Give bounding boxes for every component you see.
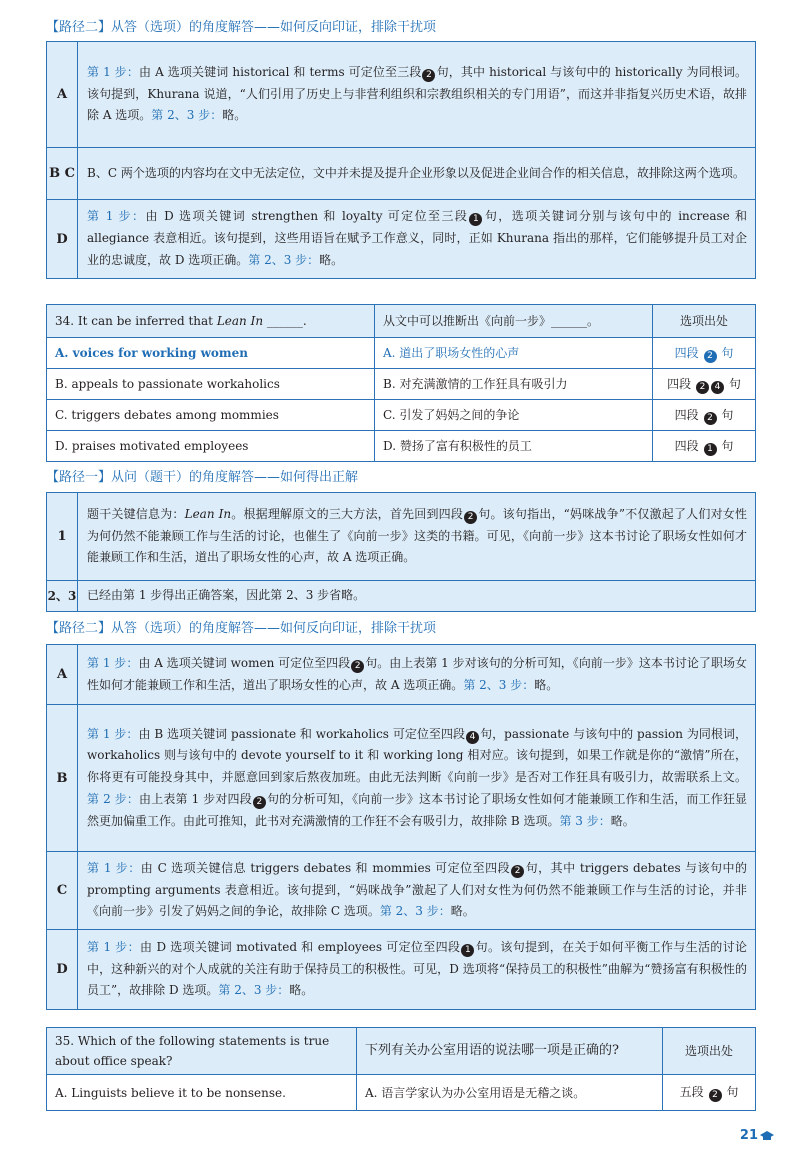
row-text: [78, 645, 756, 705]
row-label: C: [47, 852, 78, 930]
text: 句的分析可知，《向前一步》这本书讨论了职场女性如何才能兼顾工作和生活，而工作狂显然更加偏重工作。由此可推知，此书对充满激情的工作狂不会有吸引力，故排除 B 选项。: [87, 791, 748, 828]
text: 句: [721, 345, 734, 360]
circled-number: 2: [704, 350, 717, 363]
row-label: 1: [47, 493, 78, 581]
text: 略。: [222, 108, 247, 123]
step-label: 第 3 步：: [559, 813, 611, 828]
option-location: [653, 338, 756, 369]
page-number: 21: [739, 1128, 758, 1143]
row-text: [78, 493, 756, 581]
text: 句。由上表第 1 步对该句的分析可知，《向前一步》这本书讨论了职场女性如何才能兼顾工作和生活，道出了职场女性的心声，故 A 选项正确。: [87, 655, 747, 692]
analysis-table-q34-stem: [46, 492, 756, 612]
option-location: [663, 1075, 756, 1111]
row-text: [78, 705, 756, 852]
table-row: [47, 369, 756, 400]
option-en: D. praises motivated employees: [47, 431, 375, 462]
step-label: 第 2、3 步：: [218, 983, 290, 998]
table-row: [47, 493, 756, 581]
option-en: A. Linguists believe it to be nonsense.: [47, 1075, 357, 1111]
circled-number: 2: [704, 412, 717, 425]
section-title-route1: 【路径一】从问（题干）的角度解答——如何得出正解: [46, 470, 359, 485]
stem-en: 35. Which of the following statements is true about office speak?: [47, 1028, 357, 1075]
option-location: [653, 400, 756, 431]
text: 句。该句提到，在关于如何平衡工作与生活的讨论中，这种新兴的对个人成就的关注有助于保持员工的积极性。可见，D 选项将“保持员工的积极性”曲解为“赞扬富有积极性的员工”，故排除 D 选项。: [87, 939, 747, 998]
option-location: [653, 431, 756, 462]
text: 句，其中 triggers debates 与该句中的 prompting arguments 表意相近。该句提到，“妈咪战争”激起了人们对女性为何仍然不能兼顾工作与生活的讨论，并非《向前一步》引发了妈妈之间的争论，故排除 C 选项。: [87, 860, 748, 919]
question-34-table: [46, 304, 756, 462]
option-en: B. appeals to passionate workaholics: [47, 369, 375, 400]
row-text: B、C 两个选项的内容均在文中无法定位，文中并未提及提升企业形象以及促进企业间合作的相关信息，故排除这两个选项。: [78, 148, 756, 200]
text: 句，其中 historical 与该句中的 historically 为同根词。该句提到，Khurana 说道，“人们引用了历史上与非营利组织和宗教组织相关的专门用语”，而这并非指复兴历史术语，故排除 A 选项。: [87, 64, 748, 123]
text: 略。: [319, 252, 344, 267]
step-label: 第 1 步：: [87, 64, 139, 79]
table-row: [47, 1075, 756, 1111]
text: 由 A 选项关键词 historical 和 terms 可定位至三段: [138, 64, 422, 79]
option-en: C. triggers debates among mommies: [47, 400, 375, 431]
location-header: 选项出处: [653, 305, 756, 338]
text: 五段: [679, 1085, 704, 1099]
text: 由 C 选项关键信息 triggers debates 和 mommies 可定位至四段: [140, 860, 511, 875]
text: Lean In: [184, 506, 232, 521]
text: ______.: [263, 314, 307, 328]
row-label: D: [47, 200, 78, 279]
analysis-table-q34-options: [46, 644, 756, 1010]
row-text: 已经由第 1 步得出正确答案，因此第 2、3 步省略。: [78, 581, 756, 612]
circled-number: 2: [464, 511, 477, 524]
option-cn: B. 对充满激情的工作狂具有吸引力: [375, 369, 653, 400]
text: 句: [721, 438, 734, 453]
text: 句，选项关键词分别与该句中的 increase 和 allegiance 表意相近。该句提到，这些用语旨在赋予工作意义，同时，正如 Khurana 指出的那样，它们能够提升员工对企业的忠诚度，故 D 选项正确。: [87, 209, 748, 267]
table-row: [47, 930, 756, 1010]
text: 由 B 选项关键词 passionate 和 workaholics 可定位至四段: [138, 726, 466, 741]
step-label: 第 2、3 步：: [379, 904, 451, 919]
text: 句。该句指出，“妈咪战争”不仅激起了人们对女性为何仍然不能兼顾工作与生活的讨论，也催生了《向前一步》这类的书籍。可见，《向前一步》这本书讨论了职场女性如何才能兼顾工作和生活，道出了职场女性的心声，故 A 选项正确。: [87, 506, 747, 565]
table-row: [47, 705, 756, 852]
step-label: 第 1 步：: [87, 939, 141, 954]
section-title-route2: 【路径二】从答（选项）的角度解答——如何反向印证，排除干扰项: [46, 20, 437, 35]
section-title-route2: 【路径二】从答（选项）的角度解答——如何反向印证，排除干扰项: [46, 621, 437, 636]
circled-number: 2: [422, 69, 435, 82]
option-cn: C. 引发了妈妈之间的争论: [375, 400, 653, 431]
text: 四段: [667, 376, 692, 391]
text: 略。: [289, 983, 314, 998]
text: 略。: [450, 904, 475, 919]
row-label: 2、3: [47, 581, 78, 612]
step-label: 第 1 步：: [87, 655, 139, 670]
row-text: [78, 42, 756, 148]
circled-number: 1: [469, 213, 482, 226]
circled-number: 1: [704, 443, 717, 456]
option-en: A. voices for working women: [47, 338, 375, 369]
circled-number: 2: [696, 381, 709, 394]
text: 由 D 选项关键词 strengthen 和 loyalty 可定位至三段: [145, 209, 469, 224]
text: 由 A 选项关键词 women 可定位至四段: [138, 655, 351, 670]
text: 句: [726, 1085, 739, 1099]
circled-number: 1: [461, 944, 474, 957]
text: 略。: [534, 677, 559, 692]
circled-number: 2: [709, 1089, 722, 1102]
option-cn: D. 赞扬了富有积极性的员工: [375, 431, 653, 462]
text: 34. It can be inferred that: [55, 314, 217, 328]
row-label: A: [47, 645, 78, 705]
option-cn: A. 道出了职场女性的心声: [375, 338, 653, 369]
table-row: [47, 852, 756, 930]
table-row: [47, 431, 756, 462]
text: 由上表第 1 步对四段: [139, 791, 252, 806]
row-label: B C: [47, 148, 78, 200]
table-row: [47, 338, 756, 369]
question-35-table: [46, 1027, 756, 1111]
circled-number: 2: [511, 865, 524, 878]
text: 题干关键信息为：: [87, 506, 185, 521]
row-label: D: [47, 930, 78, 1010]
location-header: 选项出处: [663, 1028, 756, 1075]
table-header-row: [47, 305, 756, 338]
row-label: A: [47, 42, 78, 148]
text: 句: [721, 407, 734, 422]
text: 四段: [674, 345, 699, 360]
step-label: 第 1 步：: [87, 209, 146, 224]
text: 四段: [674, 407, 699, 422]
table-row: [47, 400, 756, 431]
text: 由 D 选项关键词 motivated 和 employees 可定位至四段: [140, 939, 461, 954]
table-row: [47, 42, 756, 148]
table-row: [47, 645, 756, 705]
step-label: 第 2、3 步：: [463, 677, 535, 692]
step-label: 第 2 步：: [87, 791, 140, 806]
circled-number: 2: [351, 660, 364, 673]
row-text: [78, 930, 756, 1010]
graduation-cap-icon: [760, 1131, 774, 1141]
option-cn: A. 语言学家认为办公室用语是无稽之谈。: [357, 1075, 663, 1111]
row-text: [78, 200, 756, 279]
table-row: [47, 581, 756, 612]
stem-cn: 从文中可以推断出《向前一步》______。: [375, 305, 653, 338]
stem-cn: 下列有关办公室用语的说法哪一项是正确的?: [357, 1028, 663, 1075]
text: Lean In: [216, 314, 264, 328]
text: 。根据理解原文的三大方法，首先回到四段: [231, 506, 464, 521]
option-location: [653, 369, 756, 400]
table-header-row: [47, 1028, 756, 1075]
step-label: 第 1 步：: [87, 860, 141, 875]
row-label: B: [47, 705, 78, 852]
step-label: 第 1 步：: [87, 726, 139, 741]
stem-en: [47, 305, 375, 338]
circled-number: 4: [466, 731, 479, 744]
circled-number: 4: [711, 381, 724, 394]
table-row: [47, 148, 756, 200]
text: 句，passionate 与该句中的 passion 为同根词，workaholics 则与该句中的 devote yourself to it 和 working long 相对应。该句提到，如果工作就是你的“激情”所在，你将更有可能投身其中，并愿意回到家后熬夜加班。由此无法判断《向前一步》是否对工作狂具有吸引力，故需联系上文。: [87, 726, 747, 785]
text: 略。: [610, 813, 635, 828]
row-text: [78, 852, 756, 930]
text: 句: [728, 376, 741, 391]
table-row: [47, 200, 756, 279]
circled-number: 2: [253, 796, 266, 809]
analysis-table-q33-options: [46, 41, 756, 279]
text: 四段: [674, 438, 699, 453]
step-label: 第 2、3 步：: [151, 108, 223, 123]
step-label: 第 2、3 步：: [248, 252, 320, 267]
